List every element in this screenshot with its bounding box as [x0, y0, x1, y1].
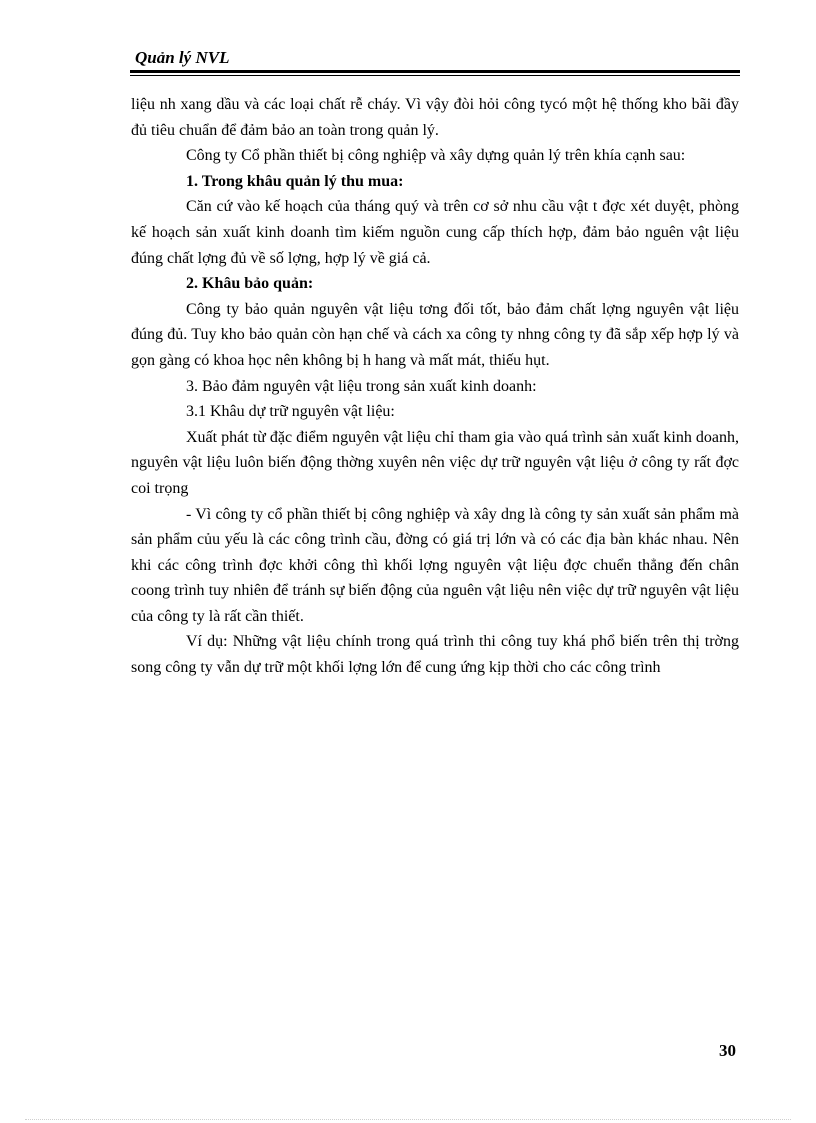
header-rule-thin [130, 75, 740, 76]
subsection-heading-reserve: 3.1 Khâu dự trữ nguyên vật liệu: [186, 403, 395, 421]
paragraph-purchasing: Căn cứ vào kế hoạch của tháng quý và trên cơ sở nhu cầu vật t đợc xét duyệt, phòng kế hoạch sản xuất kinh doanh tìm kiếm nguồn cung cấp thích hợp, đảm bảo nguên vật liệu đúng chất lợng đủ về số lợng, hợp lý về giá cả. [131, 198, 739, 267]
paragraph-company-reserve: - Vì công ty cổ phần thiết bị công nghiệp và xây dng là công ty sản xuất sản phẩm mà sản phẩm củu yếu là các công trình cầu, đờng có giá trị lớn và có các địa bàn khác nhau. Nên khi các công trình đợc khởi công thì khối lợng nguyên vật liệu đợc chuển thẳng đến chân coong trình tuy nhiên để tránh sự biến động của nguên vật liệu nên việc dự trữ nguyên vật liệu của công ty là rất cần thiết. [131, 505, 739, 625]
paragraph-storage: Công ty bảo quản nguyên vật liệu tơng đối tốt, bảo đảm chất lợng nguyên vật liệu đúng đủ. Tuy kho bảo quản còn hạn chế và cách xa công ty nhng công ty đã sắp xếp hợp lý và gọn gàng có khoa học nên không bị h hang và mất mát, thiếu hụt. [131, 300, 739, 369]
section-heading-storage: 2. Khâu bảo quản: [186, 275, 314, 293]
paragraph-reserve: Xuất phát từ đặc điểm nguyên vật liệu chỉ tham gia vào quá trình sản xuất kinh doanh, nguyên vật liệu luôn biến động thờng xuyên nên việc dự trữ nguyên vật liệu ở công ty rất đợc coi trọng [131, 428, 739, 497]
paragraph-1: liệu nh xang dầu và các loại chất rễ cháy. Vì vậy đòi hỏi công tycó một hệ thống kho bãi đầy đủ tiêu chuẩn để đảm bảo an toàn trong quản lý. [131, 96, 739, 139]
section-heading-assurance: 3. Bảo đảm nguyên vật liệu trong sản xuất kinh doanh: [186, 377, 537, 395]
section-heading-purchasing: 1. Trong khâu quản lý thu mua: [186, 172, 404, 190]
document-body [131, 92, 739, 681]
page-number: 30 [719, 1041, 736, 1060]
running-header-title: Quản lý NVL [135, 48, 230, 67]
header-rule-thick [130, 70, 740, 73]
footer-dotted-rule [25, 1119, 791, 1120]
paragraph-example: Ví dụ: Những vật liệu chính trong quá trình thi công tuy khá phổ biến trên thị trờng song công ty vẫn dự trữ một khối lợng lớn để cung ứng kịp thời cho các công trình [131, 633, 739, 677]
paragraph-2: Công ty Cổ phần thiết bị công nghiệp và xây dựng quản lý trên khía cạnh sau: [186, 147, 686, 165]
